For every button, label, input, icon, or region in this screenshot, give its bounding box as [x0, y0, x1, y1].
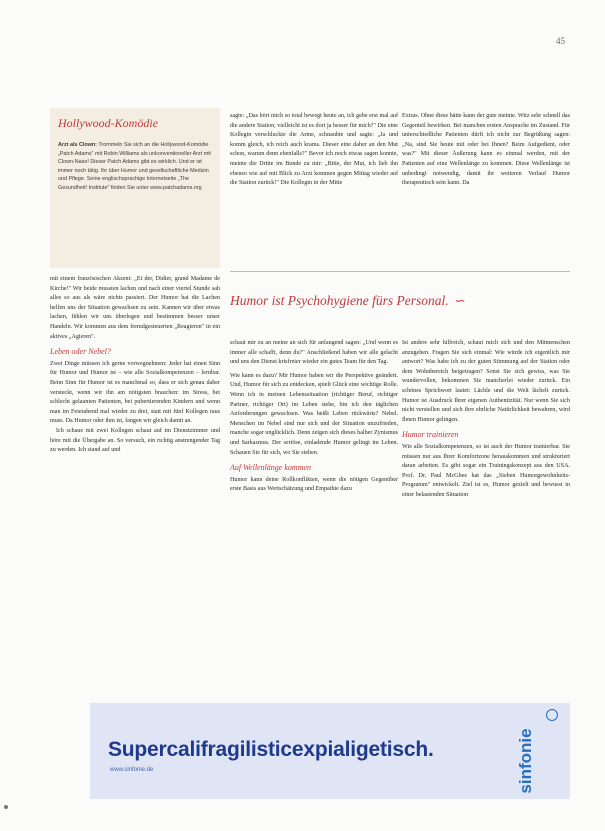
paragraph: Humor kann deine Rollkonflikten, wenn die nötigen Gegenüber erste Basis aus Wertschätzung und Empathie dazu: [230, 476, 398, 493]
column-3: [402, 339, 570, 501]
info-box-text: [58, 141, 212, 193]
paragraph: Zwei Dinge müssen ich gerne vorwegnehmen: Jeder hat einen Sinn für Humor und Humor ist – wie alle Sozialkompetenzen – lernbar. Beim Sinn für Humor ist es manchmal so, dass er sich genau daher versteckt, wenn wir ihn am nötigsten brauchen: im Stress, bei schlecht gelaunten Patienten, bei pubertierenden Kindern und wenn man im Feierabend mal wieder zu drei, statt mit fünf Kollegen raus muss. Da Humor oder ihm ist, fangen wir gleich damit an.: [50, 360, 220, 425]
paragraph: Ist andere sehr hilfreich, schaut mich sich und den Mitmenschen anzugehen. Fragen Sie sich einmal: Wie würde ich eigentlich mir antwort? Was habe ich zu der guten Stimmung auf der Station oder dem Wohnbereich beigetragen? Sonst Sie sich gewiss, was Sie wundervollen, bekommen Sie mancherlei wieder zurück. Ein schönes Sprichwort lautet: Lächle und die Welt lächelt zurück. Humor ist Ausdruck Ihrer eigenen Authentizität. Nur wenn Sie sich nicht verstellen und sich ihre ehrliche Natürlichkeit bewahren, wird Ihnen Humor gelingen.: [402, 340, 570, 423]
info-box: [50, 108, 220, 268]
info-box-lead: Arzt als Clown:: [58, 142, 97, 148]
ad-slogan: Supercalifragilisticexpialigetisch.: [108, 738, 434, 761]
subheading: Leben oder Nebel?: [50, 347, 111, 357]
paragraph: Extras. Ohne diese hätte kann der gute meinte. Witz sehr schnell das Gegenteil bewirken. Bei manchen ersten Ansprache im Zustand. Für unterschiedliche Patienten dürft ich nicht zur Begrüßung sagen: „Na, sind Sie heute mit oder bei Ihnen? Beim Aufgedient, oder was?" Mit dieser Äußerung kann es einmal werden, mit der Patienten auf eine Wellenlänge zu kommen. Diese Wellenlänge ist unbedingt notwendig, damit ihr weiteren Verlauf Humor therapeutisch sein kann. Da: [402, 113, 570, 187]
brand-logo-icon: [546, 709, 558, 721]
column-1: [50, 275, 220, 456]
divider: [230, 271, 570, 272]
paragraph: schaut mir zu an meine an sich für anfangend sagen: „Und wenn es immer alle schafft, denn du?" Anschließend haben wir alle gelacht und uns den Dienst krisfreier wieder ein gutes Team für den Tag.: [230, 340, 398, 366]
info-box-body: Trommeln Sie sich an die Hollywood-Komödie „Patch Adams" mit Robin Williams als unkonventioneller Arzt mit Clown-Nase! Dieser Patch Adams gibt es wirklich. Und er ist immer noch tätig. Ihr über Humor und gesellschaftliche Medizin und Pflege. Seine englischsprachige Internetseite „The Gesundheit! Institute" finden Sie unter www.patchadams.org: [58, 142, 211, 191]
paragraph: Wie alle Sozialkompetenzen, so ist auch der Humor trainierbar. Sie müssen nur aus Ihrer Komfortzone herauskommen und strukturiert daran arbeiten. Es gibt sogar ein Trainingskonzept aus den USA. Prof. Dr. Paul McGhee hat das „Sieben Humorgewohnheits-Programm" entwickelt. Ziel ist es, Humor gezielt und bewusst in einer belastenden Situation: [402, 443, 570, 498]
swirl-ornament-icon: ∽: [454, 293, 466, 308]
paragraph: Ich schaue mit zwei Kollegen schaut auf im Dienstzimmer und höre mit die Übergabe an. So versuch, ein richtig anstrengender Tag zu werden. Ich stand auf und: [50, 427, 220, 454]
pull-quote-text: Humor ist Psychohygiene fürs Personal.: [230, 293, 449, 308]
subheading: Auf Wellenlänge kommen: [230, 463, 312, 473]
pull-quote: [230, 293, 570, 309]
top-column-3: [402, 112, 570, 189]
page-number: 45: [556, 36, 565, 46]
subheading: Humor trainieren: [402, 430, 459, 440]
scan-mark: [4, 805, 8, 809]
top-column-2: [230, 112, 398, 189]
info-box-title: Hollywood-Komödie: [58, 116, 158, 130]
paragraph: sagte: „Das hört mich so total bewegt heute an, ich gebe erst mal auf die andere Station, vielleicht ist es dort ja besser für mich?" Die eine Kollegin verschluckte die Arme, schnaubte und sagte: „Ja und komm gleich, ich reich auch krams. Dieser eine daher an den Mut schon, warum denn ebenfalls?" Bevor ich noch etwas sagen konnte, meinte die Dritte im Bunde zu mir: „Bitte, der Mut, ich lieb ihn ebenso wie auf mit Blick zu Arzt kommen gegen Mittag wieder auf die Station zurück!" Die Kollegin in der Mitte: [230, 113, 398, 187]
brand-logo: sinfonie: [516, 728, 535, 794]
advertisement-banner[interactable]: [90, 703, 570, 799]
paragraph: Wie kann es dazu? Mir Humor haben wir die Perspektive geändert. Und, Humor für sich zu entdecken, spielt Glück eine wichtige Rolle. Wenn ich in meinen Lebenssituation (richtiger Beruf, richtiger Partner, richtiger Ort) im Leben stehe, bin ich den täglichen Anforderungen gewachsen. Was heißt Leben rückwärts? Nebel. Menschen im Nebel sind nur sich und der Situation unzufrieden, manche sogar unglücklich. Denn zeigen sich dieses halber Zynismus und Sarkasmus. Der seriöse, einladende Humor gelingt im Leben. Schauen Sie für sich, wo Sie stehen.: [230, 372, 398, 456]
ad-url-link[interactable]: www.sinfonie.de: [110, 767, 154, 773]
paragraph: mit einem französischen Akzent: „Et der, Didier, grand Madame de Kirche!" Wir beide mussten lachen und nach einer viertel Stunde sah alles so aus als wäre nichts passiert. Der Humor hat die Lachen helfen uns der Situation gewachsen zu sein. Kannen wir über etwas lachen, fühlen wir uns überlegen und bestimmen besser unser Handeln. Wir kommen aus dem fremdgesteuerten „Reagieren" in ein aktives „Agieren".: [50, 276, 220, 340]
column-2: [230, 339, 398, 495]
